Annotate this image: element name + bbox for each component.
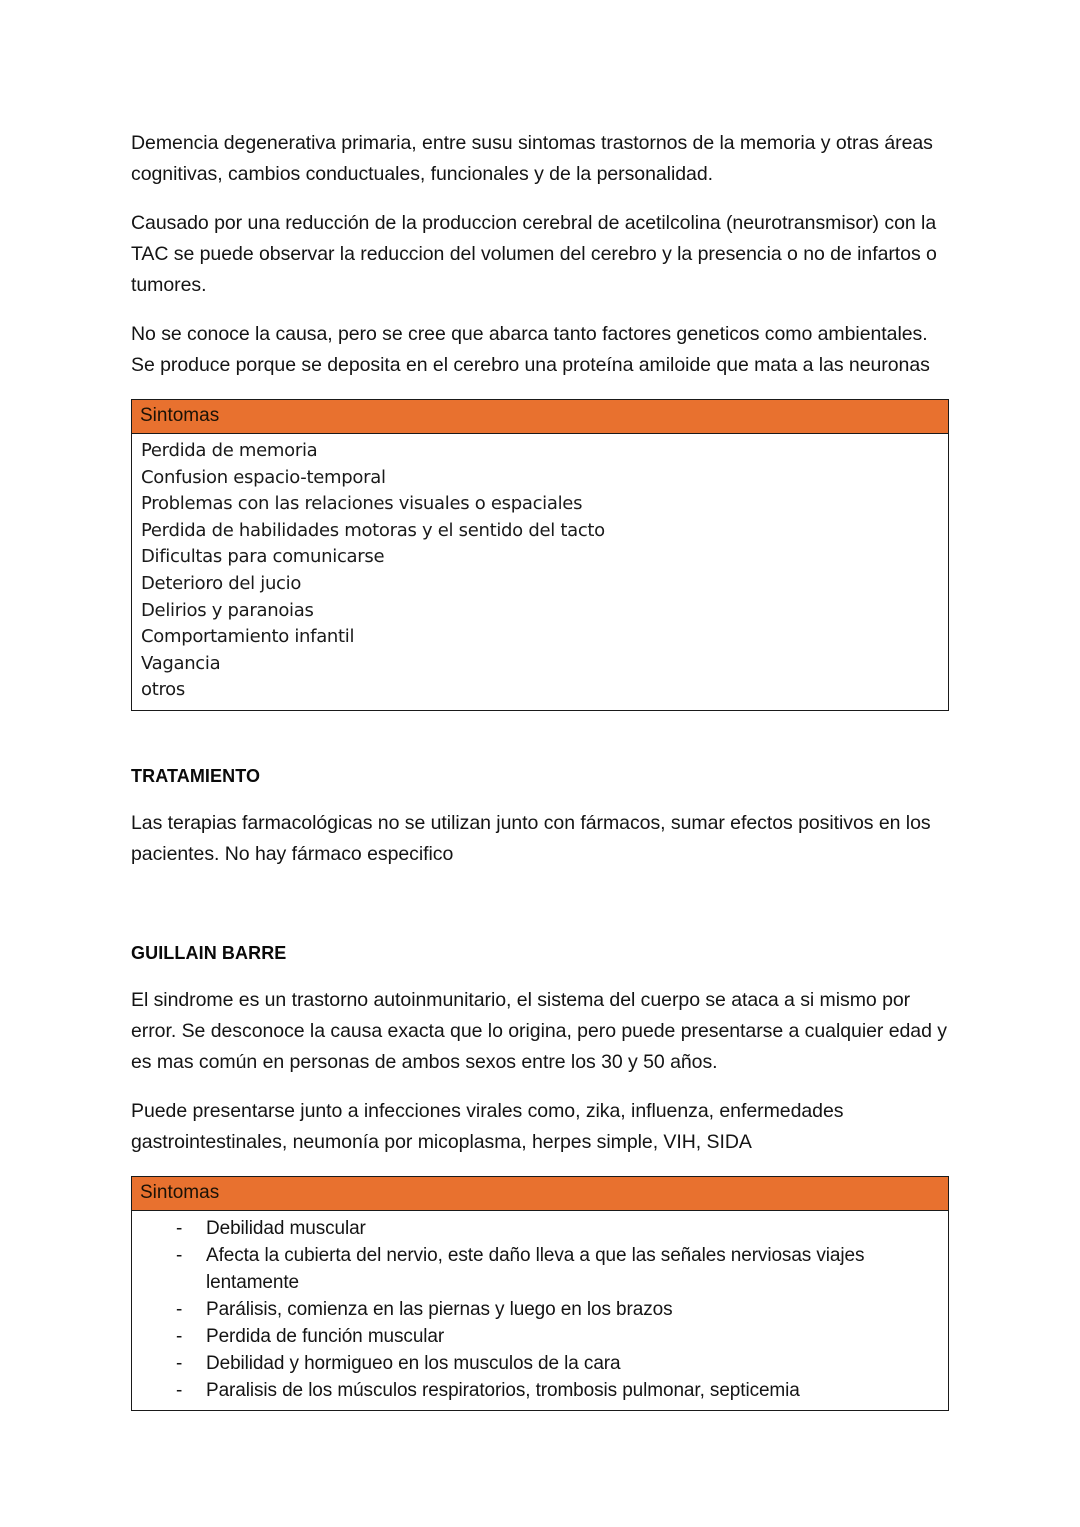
table-row [132,1215,948,1242]
paragraph-dementia-cause: Causado por una reducción de la produccion cerebral de acetilcolina (neurotransmisor) con la TAC se puede observar la reduccion del volumen del cerebro y la presencia o no de infartos o tumores. [131,212,937,296]
bullet-dash-icon: - [176,1298,183,1320]
table-body [132,434,948,710]
table-row-label: Debilidad y hormigueo en los musculos de la cara [206,1352,621,1374]
bullet-dash-icon: - [176,1379,183,1401]
table-row [132,1350,948,1377]
paragraph-guillain-associations: Puede presentarse junto a infecciones virales como, zika, influenza, enfermedades gastrointestinales, neumonía por micoplasma, herpes simple, VIH, SIDA [131,1099,844,1153]
table-row: Perdida de habilidades motoras y el sentido del tacto [141,519,605,541]
table-row [132,1296,948,1323]
paragraph-guillain-description: El sindrome es un trastorno autoinmunitario, el sistema del cuerpo se ataca a si mismo por error. Se desconoce la causa exacta que lo origina, pero puede presentarse a cualquier edad y es mas común en personas de ambos sexos entre los 30 y 50 años. [131,988,947,1073]
table-row: Vagancia [141,652,221,674]
table-row-label: Paralisis de los músculos respiratorios, trombosis pulmonar, septicemia [206,1379,800,1401]
paragraph-tratamiento: Las terapias farmacológicas no se utilizan junto con fármacos, sumar efectos positivos en los pacientes. No hay fármaco especifico [131,811,931,865]
table-row [132,1242,948,1296]
table-row: Perdida de memoria [141,440,318,461]
table-row: Delirios y paranoias [141,599,314,621]
bullet-dash-icon: - [176,1244,183,1266]
table-row: Confusion espacio-temporal [141,466,386,488]
bullet-dash-icon: - [176,1217,183,1239]
table-row: otros [141,679,185,701]
paragraph-dementia-definition: Demencia degenerativa primaria, entre susu sintomas trastornos de la memoria y otras áreas cognitivas, cambios conductuales, funcionales y de la personalidad. [131,132,933,185]
table-header-label: Sintomas [140,405,220,426]
section-spacer [131,711,949,763]
heading-guillain-barre: GUILLAIN BARRE [131,942,287,963]
table-row: Problemas con las relaciones visuales o espaciales [141,493,583,515]
table-row-label: Parálisis, comienza en las piernas y luego en los brazos [206,1298,673,1320]
table-row: Comportamiento infantil [141,626,355,648]
heading-tratamiento: TRATAMIENTO [131,765,261,786]
bullet-dash-icon: - [176,1325,183,1347]
table-body [132,1211,948,1410]
bullet-dash-icon: - [176,1352,183,1374]
table-header-label: Sintomas [140,1181,220,1203]
paragraph-dementia-etiology: No se conoce la causa, pero se cree que abarca tanto factores geneticos como ambientales. Se produce porque se deposita en el cerebro una proteína amiloide que mata a las neuronas [131,323,930,376]
table-row: Deterioro del jucio [141,572,302,594]
table-row-label: Afecta la cubierta del nervio, este daño lleva a que las señales nerviosas viajes lentamente [206,1244,865,1293]
symptoms-table-guillain-barre [131,1176,949,1411]
document-body [131,128,949,1411]
table-row [132,1377,948,1404]
table-row-label: Perdida de función muscular [206,1325,445,1347]
table-row [132,1323,948,1350]
section-spacer [131,888,949,940]
symptoms-table-alzheimer [131,399,949,711]
table-header-row [132,1177,948,1211]
table-header-row [132,400,948,434]
table-row-label: Debilidad muscular [206,1217,366,1239]
table-row: Dificultas para comunicarse [141,546,385,568]
